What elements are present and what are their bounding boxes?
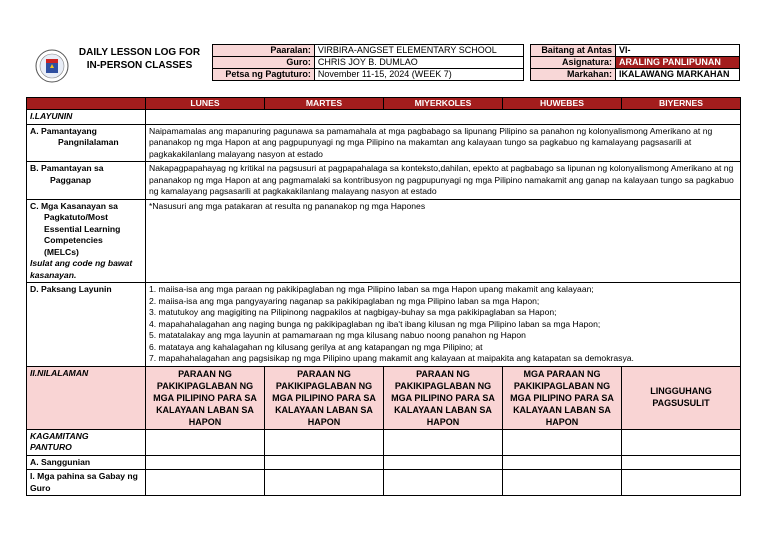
petsa-label: Petsa ng Pagtuturo: [213,69,315,81]
markahan-value: IKALAWANG MARKAHAN [616,69,740,81]
pamantayang-pangnilalaman-text: Naipamamalas ang mapanuring pagunawa sa pamamahala at mga pagbabago sa lipunang Pilipino sa panahon ng kolonyalismong Amerikano at ng pananakop ng mga Hapon at ang pagpupunyagi ng mga Pilipino na makamtan ang kalayaan tungo sa pagkabuo ng kamalayang pagsasarili at pagkakakilanlang malayang nasyon at estado [146,124,741,162]
paksang-layunin-label: D. Paksang Layunin [27,283,146,367]
objective-item: 3. matutukoy ang magigiting na Pilipinong nagpakilos at nagbigay-buhay sa mga pakikipaglaban sa Hapon; [149,307,557,317]
baitang-value: VI- [616,45,740,57]
objective-item: 7. mapahahalagahan ang pagsisikap ng mga Pilipino upang makamit ang kalayaan at maipakita ang katapatan sa demokrasya. [149,353,634,363]
cell-blank [384,455,503,470]
guro-value: CHRIS JOY B. DUMLAO [314,57,523,69]
school-info-table [212,44,524,81]
cell-blank [503,470,622,496]
objective-item: 5. matatalakay ang mga layunin at pamamaraan ng mga kilusang nabuo noong panahon ng Hapon [149,330,526,340]
lesson-martes: PARAAN NG PAKIKIPAGLABAN NG MGA PILIPINO PARA SA KALAYAAN LABAN SA HAPON [265,366,384,429]
cell-blank [622,429,741,455]
cell-blank [146,470,265,496]
document-title: DAILY LESSON LOG FOR IN-PERSON CLASSES [78,47,201,71]
layunin-heading: I.LAYUNIN [27,110,146,125]
day-header-lunes: LUNES [146,98,265,110]
day-header-blank [27,98,146,110]
paaralan-label: Paaralan: [213,45,315,57]
cell-blank [384,429,503,455]
paaralan-value: VIRBIRA-ANGSET ELEMENTARY SCHOOL [314,45,523,57]
lesson-miyerkoles: PARAAN NG PAKIKIPAGLABAN NG MGA PILIPINO PARA SA KALAYAAN LABAN SA HAPON [384,366,503,429]
objective-item: 2. maiisa-isa ang mga pangyayaring naganap sa pakikipaglaban ng mga Pilipino laban sa mga Hapon; [149,295,540,306]
objective-item: 1. maiisa-isa ang mga paraan ng pakikipaglaban ng mga Pilipino laban sa mga Hapon upang makamit ang kalayaan; [149,284,594,294]
asignatura-label: Asignatura: [531,57,616,69]
pamantayan-sa-pagganap-label: B. Pamantayan sa Pagganap [27,162,146,200]
melcs-note: Isulat ang code ng bawat kasanayan. [30,258,133,280]
cell-blank [384,470,503,496]
days-header-row [27,98,741,110]
markahan-label: Markahan: [531,69,616,81]
melcs-label: C. Mga Kasanayan sa Pagkatuto/Most Essential Learning Competencies (MELCs) Isulat ang code ng bawat kasanayan. [27,199,146,283]
day-header-martes: MARTES [265,98,384,110]
petsa-value: November 11-15, 2024 (WEEK 7) [314,69,523,81]
deped-seal-logo [35,49,69,83]
lesson-huwebes: MGA PARAAN NG PAKIKIPAGLABAN NG MGA PILIPINO PARA SA KALAYAAN LABAN SA HAPON [503,366,622,429]
kagamitang-panturo-label: KAGAMITANG PANTURO [27,429,146,455]
cell-blank [146,455,265,470]
baitang-label: Baitang at Antas [531,45,616,57]
melcs-text: *Nasusuri ang mga patakaran at resulta ng pananakop ng mga Hapones [146,199,741,283]
objective-item: 4. mapahahalagahan ang naging bunga ng pakikipaglaban ng iba't ibang kilusan ng mga Pilipino laban sa mga Hapon; [149,318,601,329]
subject-info-table [530,44,740,81]
nilalaman-label: II.NILALAMAN [27,366,146,429]
day-header-biyernes: BIYERNES [622,98,741,110]
asignatura-value: ARALING PANLIPUNAN [616,57,740,69]
cell-blank [265,455,384,470]
layunin-blank [146,110,741,125]
lesson-lunes: PARAAN NG PAKIKIPAGLABAN NG MGA PILIPINO PARA SA KALAYAAN LABAN SA HAPON [146,366,265,429]
cell-blank [265,470,384,496]
pamantayan-sa-pagganap-text: Nakapagpapahayag ng kritikal na pagsusuri at pagpapahalaga sa konteksto,dahilan, epekto at pagbabago sa lipunan ng kolonyalismong Amerikano at ng pananakop ng mga Hapon at ang pagmamalaki sa kontribusyon ng pagpupunyagi ng mga Pilipino namakamit ang ganap na kalayaan tungo sa pagkabuo ng kamalayang pagsasarili at pagkakakilanlang malayang nasyon at estado [146,162,741,200]
cell-blank [503,455,622,470]
objective-item: 6. matataya ang kahalagahan ng kilusang gerilya at ang katapangan ng mga Pilipino; at [149,341,483,352]
lesson-log-table [26,97,741,496]
sanggunian-label: A. Sanggunian [27,455,146,470]
cell-blank [622,455,741,470]
day-header-miyerkoles: MIYERKOLES [384,98,503,110]
cell-blank [146,429,265,455]
lesson-biyernes: LINGGUHANG PAGSUSULIT [622,366,741,429]
paksang-layunin-list [146,283,741,367]
cell-blank [622,470,741,496]
cell-blank [265,429,384,455]
gabay-guro-label: I. Mga pahina sa Gabay ng Guro [27,470,146,496]
guro-label: Guro: [213,57,315,69]
day-header-huwebes: HUWEBES [503,98,622,110]
pamantayang-pangnilalaman-label: A. Pamantayang Pangnilalaman [27,124,146,162]
cell-blank [503,429,622,455]
